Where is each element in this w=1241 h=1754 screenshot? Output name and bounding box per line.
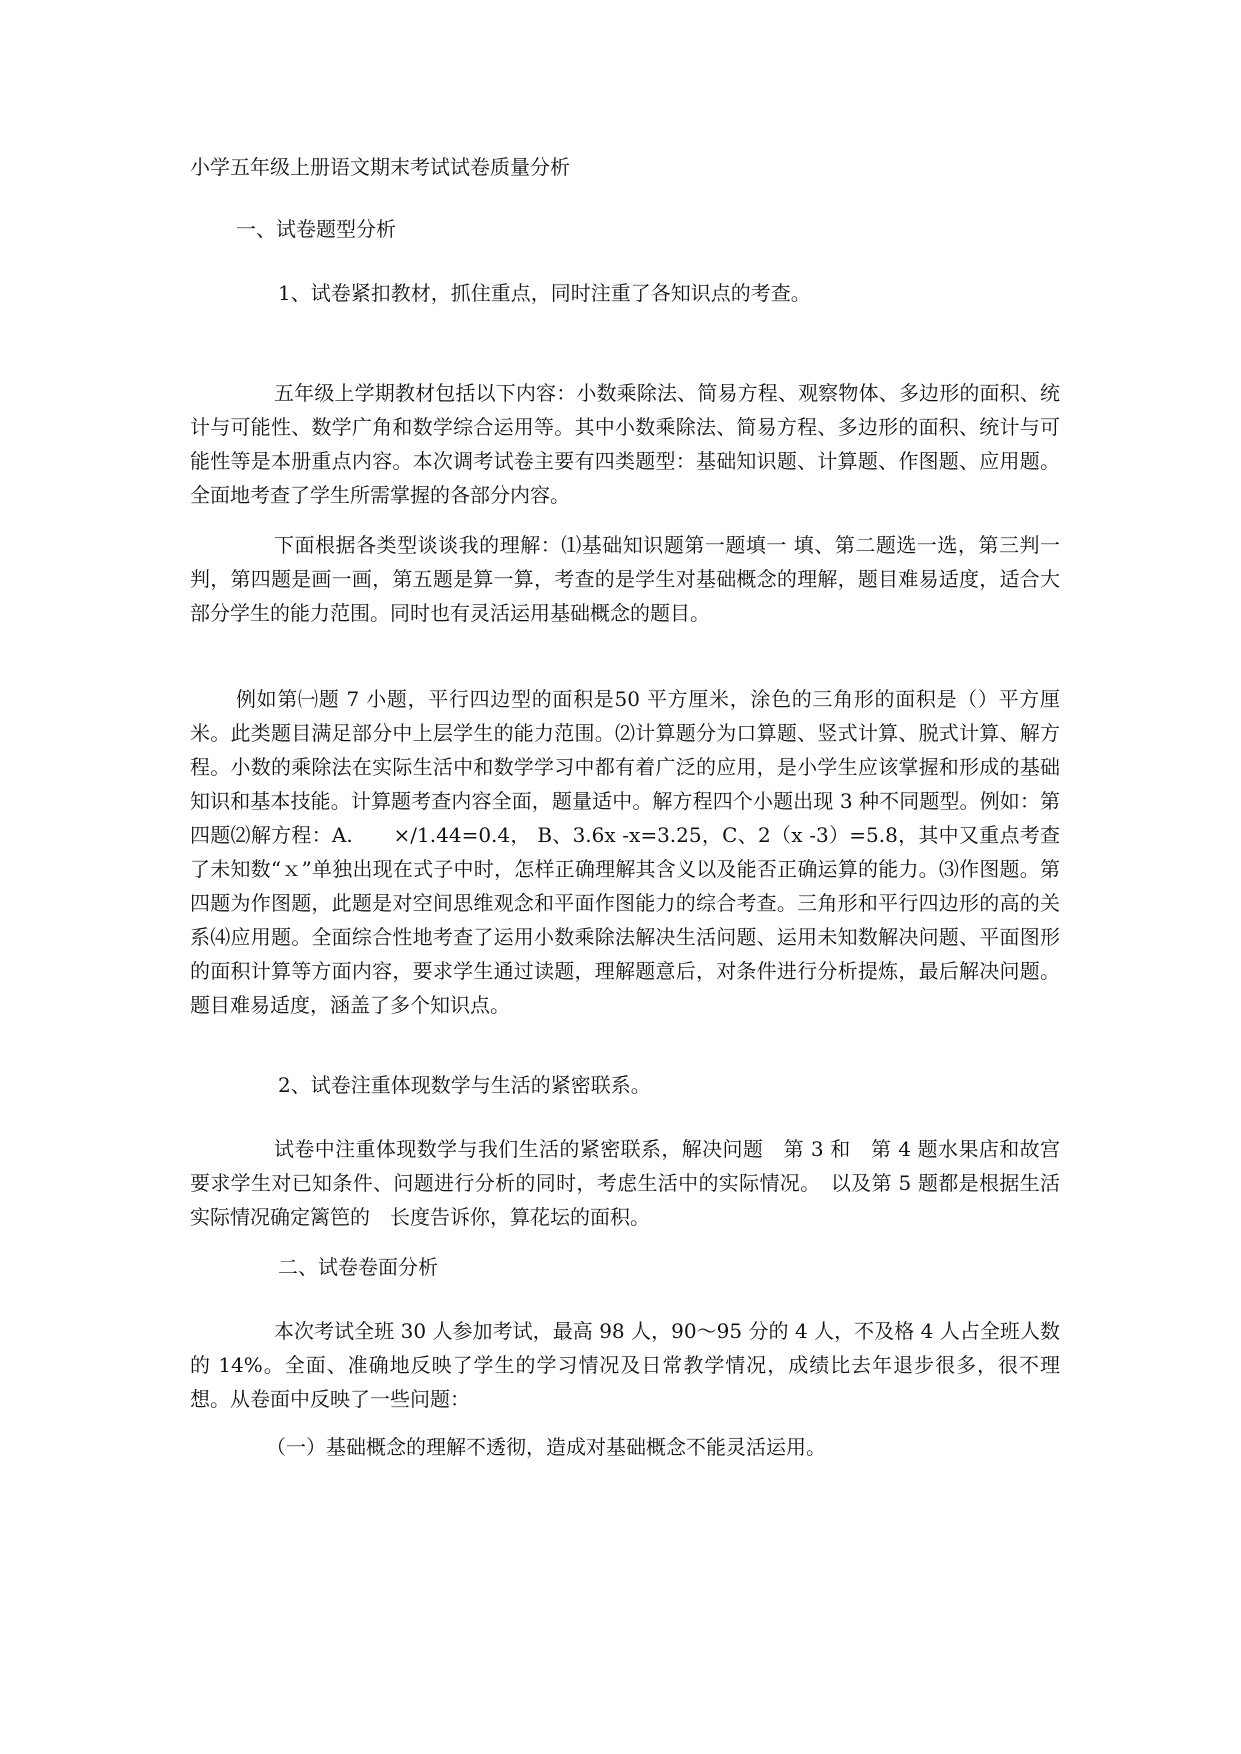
document-title: 小学五年级上册语文期末考试试卷质量分析	[190, 155, 570, 179]
item-heading-2: 2、试卷注重体现数学与生活的紧密联系。	[278, 1073, 651, 1097]
item-heading-1: 1、试卷紧扣教材，抓住重点，同时注重了各知识点的考查。	[278, 281, 811, 305]
section-heading-2: 二、试卷卷面分析	[278, 1255, 438, 1279]
paragraph-5: 本次考试全班 30 人参加考试，最高 98 人，90～95 分的 4 人，不及格 4 人占全班人数的 14%。全面、准确地反映了学生的学习情况及日常教学情况，成绩比去年退步很多，很不理想。从卷面中反映了一些问题：	[190, 1319, 1060, 1411]
paragraph-3: 例如第㈠题 7 小题，平行四边型的面积是50 平方厘米，涂色的三角形的面积是（）平方厘米。此类题目满足部分中上层学生的能力范围。⑵计算题分为口算题、竖式计算、脱式计算、解方程。小数的乘除法在实际生活中和数学学习中都有着广泛的应用，是小学生应该掌握和形成的基础知识和基本技能。计算题考查内容全面，题量适中。解方程四个小题出现 3 种不同题型。例如：第四题⑵解方程：A. ×/1.44=0.4， B、3.6x -x=3.25，C、2（x -3）=5.8，其中又重点考查了未知数“ｘ”单独出现在式子中时，怎样正确理解其含义以及能否正确运算的能力。⑶作图题。第四题为作图题，此题是对空间思维观念和平面作图能力的综合考查。三角形和平行四边形的高的关系⑷应用题。全面综合性地考查了运用小数乘除法解决生活问题、运用未知数解决问题、平面图形的面积计算等方面内容，要求学生通过读题，理解题意后，对条件进行分析提炼，最后解决问题。题目难易适度，涵盖了多个知识点。	[190, 687, 1060, 1017]
subsection-heading-1: （一）基础概念的理解不透彻，造成对基础概念不能灵活运用。	[266, 1435, 826, 1459]
paragraph-4: 试卷中注重体现数学与我们生活的紧密联系，解决问题 第 3 和 第 4 题水果店和故宫要求学生对已知条件、问题进行分析的同时，考虑生活中的实际情况。 以及第 5 题都是根据生活实际情况确定篱笆的 长度告诉你，算花坛的面积。	[190, 1137, 1060, 1229]
paragraph-2: 下面根据各类型谈谈我的理解：⑴基础知识题第一题填一 填、第二题选一选，第三判一判，第四题是画一画，第五题是算一算，考查的是学生对基础概念的理解，题目难易适度，适合大部分学生的能力范围。同时也有灵活运用基础概念的题目。	[190, 533, 1060, 625]
paragraph-1: 五年级上学期教材包括以下内容：小数乘除法、简易方程、观察物体、多边形的面积、统计与可能性、数学广角和数学综合运用等。其中小数乘除法、简易方程、多边形的面积、统计与可能性等是本册重点内容。本次调考试卷主要有四类题型：基础知识题、计算题、作图题、应用题。全面地考查了学生所需掌握的各部分内容。	[190, 381, 1060, 507]
section-heading-1: 一、试卷题型分析	[236, 217, 396, 241]
